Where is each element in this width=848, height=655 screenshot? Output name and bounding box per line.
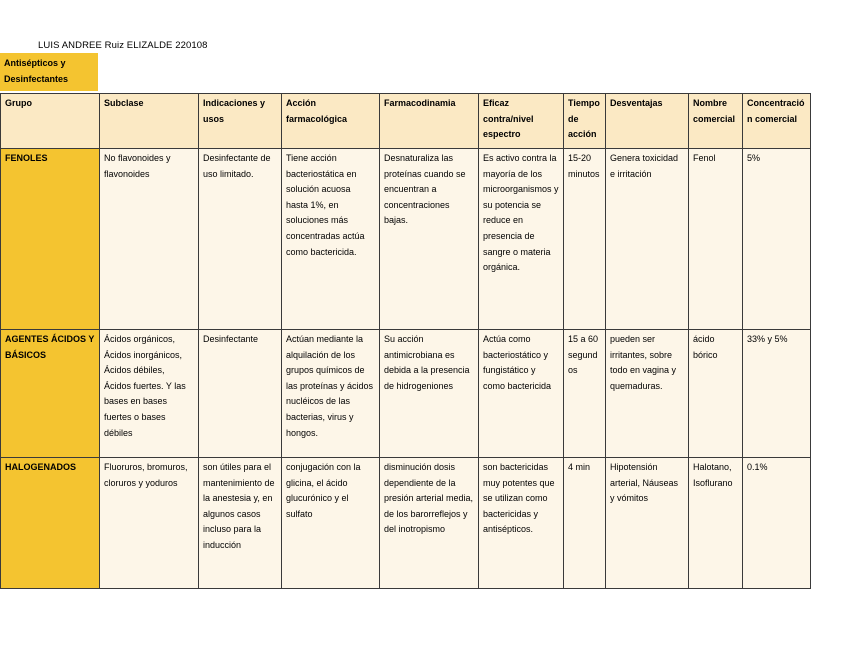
cell-accion: conjugación con la glicina, el ácido glucurónico y el sulfato xyxy=(282,458,380,589)
cell-farmacodinamia: Su acción antimicrobiana es debida a la presencia de hidrogeniones xyxy=(380,330,479,458)
author-name: LUIS ANDREE Ruiz ELIZALDE 220108 xyxy=(38,40,208,51)
header-farmacodinamia: Farmacodinamia xyxy=(380,94,479,149)
header-subclase: Subclase xyxy=(100,94,199,149)
cell-concentracion: 0.1% xyxy=(743,458,811,589)
section-title: Antisépticos y Desinfectantes xyxy=(0,53,98,91)
antiseptics-table xyxy=(0,93,811,589)
header-tiempo: Tiempo de acción xyxy=(564,94,606,149)
cell-grupo: AGENTES ÁCIDOS Y BÁSICOS xyxy=(1,330,100,458)
cell-indicaciones: Desinfectante xyxy=(199,330,282,458)
cell-nombre: ácido bórico xyxy=(689,330,743,458)
cell-concentracion: 5% xyxy=(743,149,811,330)
header-indicaciones: Indicaciones y usos xyxy=(199,94,282,149)
table-row xyxy=(1,330,811,458)
cell-indicaciones: son útiles para el mantenimiento de la anestesia y, en algunos casos incluso para la inducción xyxy=(199,458,282,589)
cell-nombre: Fenol xyxy=(689,149,743,330)
header-concentracion: Concentración comercial xyxy=(743,94,811,149)
cell-accion: Tiene acción bacteriostática en solución acuosa hasta 1%, en soluciones más concentradas actúa como bactericida. xyxy=(282,149,380,330)
cell-tiempo: 15 a 60 segundos xyxy=(564,330,606,458)
cell-eficaz: son bactericidas muy potentes que se utilizan como bactericidas y antisépticos. xyxy=(479,458,564,589)
cell-nombre: Halotano, Isoflurano xyxy=(689,458,743,589)
header-desventajas: Desventajas xyxy=(606,94,689,149)
cell-concentracion: 33% y 5% xyxy=(743,330,811,458)
header-row xyxy=(1,94,811,149)
cell-tiempo: 4 min xyxy=(564,458,606,589)
cell-indicaciones: Desinfectante de uso limitado. xyxy=(199,149,282,330)
header-eficaz: Eficaz contra/nivel espectro xyxy=(479,94,564,149)
header-accion: Acción farmacológica xyxy=(282,94,380,149)
cell-farmacodinamia: disminución dosis dependiente de la presión arterial media, de los barorreflejos y del inotropismo xyxy=(380,458,479,589)
cell-eficaz: Actúa como bacteriostático y fungistático y como bactericida xyxy=(479,330,564,458)
cell-grupo: FENOLES xyxy=(1,149,100,330)
cell-subclase: No flavonoides y flavonoides xyxy=(100,149,199,330)
cell-subclase: Fluoruros, bromuros, cloruros y yoduros xyxy=(100,458,199,589)
cell-grupo: HALOGENADOS xyxy=(1,458,100,589)
cell-desventajas: pueden ser irritantes, sobre todo en vagina y quemaduras. xyxy=(606,330,689,458)
header-nombre: Nombre comercial xyxy=(689,94,743,149)
cell-desventajas: Genera toxicidad e irritación xyxy=(606,149,689,330)
cell-accion: Actúan mediante la alquilación de los grupos químicos de las proteínas y ácidos nucléicos de las bacterias, virus y hongos. xyxy=(282,330,380,458)
table-row xyxy=(1,458,811,589)
table-row xyxy=(1,149,811,330)
cell-farmacodinamia: Desnaturaliza las proteínas cuando se encuentran a concentraciones bajas. xyxy=(380,149,479,330)
header-grupo: Grupo xyxy=(1,94,100,149)
cell-desventajas: Hipotensión arterial, Náuseas y vómitos xyxy=(606,458,689,589)
cell-eficaz: Es activo contra la mayoría de los microorganismos y su potencia se reduce en presencia de sangre o materia orgánica. xyxy=(479,149,564,330)
cell-subclase: Ácidos orgánicos, Ácidos inorgánicos, Ácidos débiles, Ácidos fuertes. Y las bases en bases fuertes o bases débiles xyxy=(100,330,199,458)
cell-tiempo: 15-20 minutos xyxy=(564,149,606,330)
